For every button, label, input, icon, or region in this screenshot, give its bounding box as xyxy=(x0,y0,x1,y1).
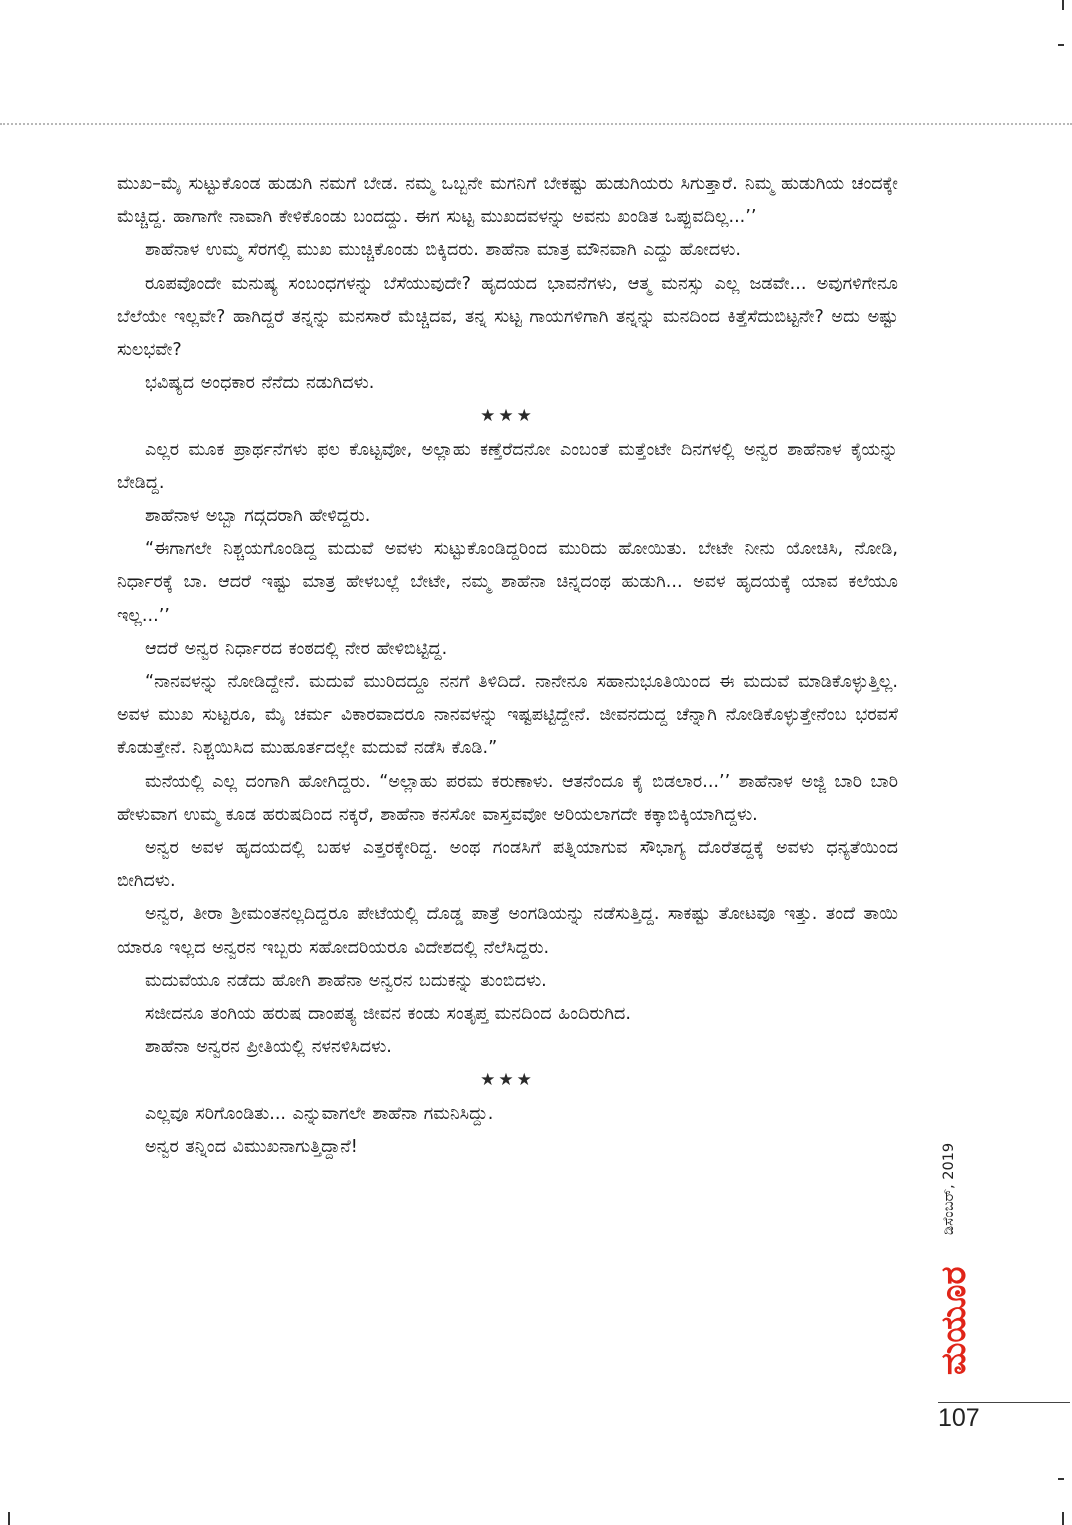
paragraph: ಸಜೀದನೂ ತಂಗಿಯ ಹರುಷ ದಾಂಪತ್ಯ ಜೀವನ ಕಂಡು ಸಂತೃಪ್ತ ಮನದಿಂದ ಹಿಂದಿರುಗಿದ. xyxy=(145,1004,631,1025)
section-break-stars: ★★★ xyxy=(480,406,535,427)
paragraph: ಮದುವೆಯೂ ನಡೆದು ಹೋಗಿ ಶಾಹೆನಾ ಅನ್ವರನ ಬದುಕನ್ನು ತುಂಬಿದಳು. xyxy=(145,970,547,991)
paragraph: ಮುಖ–ಮೈ ಸುಟ್ಟುಕೊಂಡ ಹುಡುಗಿ ನಮಗೆ ಬೇಡ. ನಮ್ಮ ಒಬ್ಬನೇ ಮಗನಿಗೆ ಬೇಕಷ್ಟು ಹುಡುಗಿಯರು ಸಿಗುತ್ತಾರೆ. ನಿಮ್ಮ ಹುಡುಗಿಯ ಚಂದಕ್ಕೇ ಮೆಚ್ಚಿದ್ದ. ಹಾಗಾಗೇ ನಾವಾಗಿ ಕೇಳಿಕೊಂಡು ಬಂದದ್ದು. ಈಗ ಸುಟ್ಟ ಮುಖದವಳನ್ನು ಅವನು ಖಂಡಿತ ಒಪ್ಪುವದಿಲ್ಲ...’’ xyxy=(117,174,898,228)
paragraph: ಅನ್ವರ ಅವಳ ಹೃದಯದಲ್ಲಿ ಬಹಳ ಎತ್ತರಕ್ಕೇರಿದ್ದ. ಅಂಥ ಗಂಡಸಿಗೆ ಪತ್ನಿಯಾಗುವ ಸೌಭಾಗ್ಯ ದೊರೆತದ್ದಕ್ಕೆ ಅವಳು ಧನ್ಯತೆಯಿಂದ ಬೀಗಿದಳು. xyxy=(117,838,898,892)
paragraph: ಶಾಹೆನಾಳ ಉಮ್ಮ ಸೆರಗಲ್ಲಿ ಮುಖ ಮುಚ್ಚಿಕೊಂಡು ಬಿಕ್ಕಿದರು. ಶಾಹೆನಾ ಮಾತ್ರ ಮೌನವಾಗಿ ಎದ್ದು ಹೋದಳು. xyxy=(145,240,741,261)
crop-mark xyxy=(1058,1478,1064,1480)
page-number: 107 xyxy=(938,1404,980,1432)
paragraph: ರೂಪವೊಂದೇ ಮನುಷ್ಯ ಸಂಬಂಧಗಳನ್ನು ಬೆಸೆಯುವುದೇ? ಹೃದಯದ ಭಾವನೆಗಳು, ಆತ್ಮ ಮನಸ್ಸು ಎಲ್ಲ ಜಡವೇ... ಅವುಗಳಿಗೇನೂ ಬೆಲೆಯೇ ಇಲ್ಲವೇ? ಹಾಗಿದ್ದರೆ ತನ್ನನ್ನು ಮನಸಾರೆ ಮೆಚ್ಚಿದವ, ತನ್ನ ಸುಟ್ಟ ಗಾಯಗಳಿಗಾಗಿ ತನ್ನನ್ನು ಮನದಿಂದ ಕಿತ್ತೆಸೆದುಬಿಟ್ಟನೇ? ಅದು ಅಷ್ಟು ಸುಲಭವೇ? xyxy=(117,273,898,361)
paragraph: ಭವಿಷ್ಯದ ಅಂಧಕಾರ ನೆನೆದು ನಡುಗಿದಳು. xyxy=(145,373,375,394)
magazine-masthead: ಮಯೂರ xyxy=(934,1266,974,1375)
paragraph: “ನಾನವಳನ್ನು ನೋಡಿದ್ದೇನೆ. ಮದುವೆ ಮುರಿದದ್ದೂ ನನಗೆ ತಿಳಿದಿದೆ. ನಾನೇನೂ ಸಹಾನುಭೂತಿಯಿಂದ ಈ ಮದುವೆ ಮಾಡಿಕೊಳ್ಳುತ್ತಿಲ್ಲ. ಅವಳ ಮುಖ ಸುಟ್ಟರೂ, ಮೈ ಚರ್ಮ ವಿಕಾರವಾದರೂ ನಾನವಳನ್ನು ಇಷ್ಟಪಟ್ಟಿದ್ದೇನೆ. ಜೀವನದುದ್ದ ಚೆನ್ನಾಗಿ ನೋಡಿಕೊಳ್ಳುತ್ತೇನೆಂಬ ಭರವಸೆ ಕೊಡುತ್ತೇನೆ. ನಿಶ್ಚಯಿಸಿದ ಮುಹೂರ್ತದಲ್ಲೇ ಮದುವೆ ನಡೆಸಿ ಕೊಡಿ.” xyxy=(117,672,898,759)
paragraph: ಎಲ್ಲವೂ ಸರಿಗೊಂಡಿತು... ಎನ್ನುವಾಗಲೇ ಶಾಹೆನಾ ಗಮನಿಸಿದ್ದು. xyxy=(145,1103,494,1124)
paragraph: ಮನೆಯಲ್ಲಿ ಎಲ್ಲ ದಂಗಾಗಿ ಹೋಗಿದ್ದರು. “ಅಲ್ಲಾಹು ಪರಮ ಕರುಣಾಳು. ಆತನೆಂದೂ ಕೈ ಬಿಡಲಾರ...’’ ಶಾಹೆನಾಳ ಅಜ್ಜಿ ಬಾರಿ ಬಾರಿ ಹೇಳುವಾಗ ಉಮ್ಮ ಕೂಡ ಹರುಷದಿಂದ ನಕ್ಕರೆ, ಶಾಹೆನಾ ಕನಸೋ ವಾಸ್ತವವೋ ಅರಿಯಲಾಗದೇ ಕಕ್ಕಾಬಿಕ್ಕಿಯಾಗಿದ್ದಳು. xyxy=(117,771,898,825)
header-dotted-rule xyxy=(0,123,1072,125)
crop-mark xyxy=(8,1512,10,1525)
article-body xyxy=(117,168,898,1164)
crop-mark xyxy=(1058,44,1064,46)
paragraph: ಆದರೆ ಅನ್ವರ ನಿರ್ಧಾರದ ಕಂಠದಲ್ಲಿ ನೇರ ಹೇಳಿಬಿಟ್ಟಿದ್ದ. xyxy=(145,638,448,659)
paragraph: ಶಾಹೆನಾಳ ಅಬ್ಬಾ ಗದ್ಗದರಾಗಿ ಹೇಳಿದ್ದರು. xyxy=(145,506,371,527)
section-break-stars: ★★★ xyxy=(480,1070,535,1091)
paragraph: ಶಾಹೆನಾ ಅನ್ವರನ ಪ್ರೀತಿಯಲ್ಲಿ ನಳನಳಿಸಿದಳು. xyxy=(145,1037,392,1058)
paragraph: ಅನ್ವರ ತನ್ನಿಂದ ವಿಮುಖನಾಗುತ್ತಿದ್ದಾನೆ! xyxy=(145,1136,358,1157)
issue-date: ಡಿಸೆಂಬರ್, 2019 xyxy=(941,1142,957,1235)
paragraph: ಅನ್ವರ, ತೀರಾ ಶ್ರೀಮಂತನಲ್ಲದಿದ್ದರೂ ಪೇಟೆಯಲ್ಲಿ ದೊಡ್ಡ ಪಾತ್ರೆ ಅಂಗಡಿಯನ್ನು ನಡೆಸುತ್ತಿದ್ದ. ಸಾಕಷ್ಟು ತೋಟವೂ ಇತ್ತು. ತಂದೆ ತಾಯಿ ಯಾರೂ ಇಲ್ಲದ ಅನ್ವರನ ಇಬ್ಬರು ಸಹೋದರಿಯರೂ ವಿದೇಶದಲ್ಲಿ ನೆಲೆಸಿದ್ದರು. xyxy=(117,904,898,958)
paragraph: “ಈಗಾಗಲೇ ನಿಶ್ಚಯಗೊಂಡಿದ್ದ ಮದುವೆ ಅವಳು ಸುಟ್ಟುಕೊಂಡಿದ್ದರಿಂದ ಮುರಿದು ಹೋಯಿತು. ಬೇಟೇ ನೀನು ಯೋಚಿಸಿ, ನೋಡಿ, ನಿರ್ಧಾರಕ್ಕೆ ಬಾ. ಆದರೆ ಇಷ್ಟು ಮಾತ್ರ ಹೇಳಬಲ್ಲೆ ಬೇಟೇ, ನಮ್ಮ ಶಾಹೆನಾ ಚಿನ್ನದಂಥ ಹುಡುಗಿ... ಅವಳ ಹೃದಯಕ್ಕೆ ಯಾವ ಕಲೆಯೂ ಇಲ್ಲ...’’ xyxy=(117,539,898,626)
paragraph: ಎಲ್ಲರ ಮೂಕ ಪ್ರಾರ್ಥನೆಗಳು ಫಲ ಕೊಟ್ಟವೋ, ಅಲ್ಲಾಹು ಕಣ್ತೆರೆದನೋ ಎಂಬಂತೆ ಮತ್ತೆಂಟೇ ದಿನಗಳಲ್ಲಿ ಅನ್ವರ ಶಾಹೆನಾಳ ಕೈಯನ್ನು ಬೇಡಿದ್ದ. xyxy=(117,439,898,493)
crop-mark xyxy=(1062,0,1064,10)
crop-mark xyxy=(1062,1512,1064,1525)
